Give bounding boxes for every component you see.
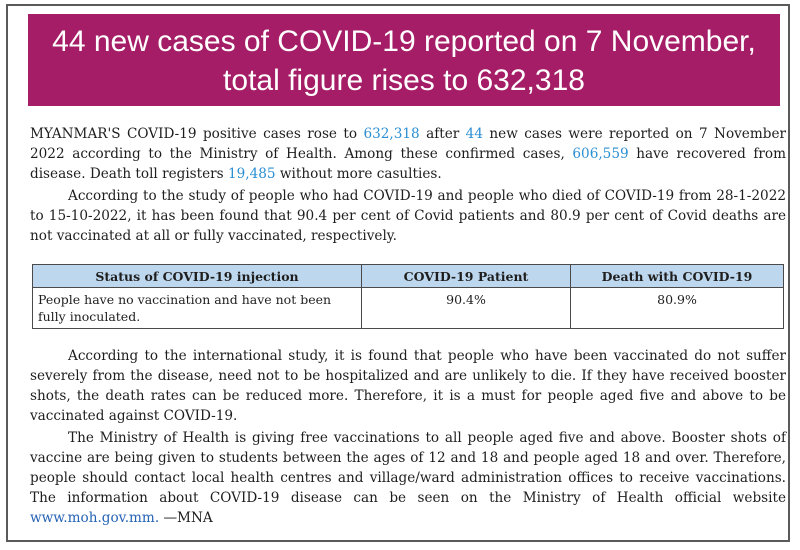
- para1-text-1: MYANMAR'S COVID-19 positive cases rose to: [30, 126, 364, 142]
- recovered-value: 606,559: [572, 146, 629, 162]
- para4-text-2: —MNA: [159, 510, 213, 526]
- para1-text-5: without more casulties.: [275, 166, 442, 182]
- table-header-patient: COVID-19 Patient: [362, 265, 571, 288]
- table-header-row: [33, 265, 784, 288]
- headline-line-1: 44 new cases of COVID-19 reported on 7 November,: [52, 25, 756, 58]
- table-cell-status: People have no vaccination and have not been fully inoculated.: [33, 288, 362, 329]
- table-header-death: Death with COVID-19: [571, 265, 784, 288]
- paragraph-3: According to the international study, it is found that people who have been vaccinated do not suffer severely from the disease, need not to be hospitalized and are unlikely to die. If they have received booster shots, the death rates can be reduced more. Therefore, it is a must for people aged five and above to be vaccinated against COVID-19.: [30, 348, 786, 424]
- paragraph-2: According to the study of people who had COVID-19 and people who died of COVID-19 from 28-1-2022 to 15-10-2022, it has been found that 90.4 per cent of Covid patients and 80.9 per cent of Covid deaths are not vaccinated at all or fully vaccinated, respectively.: [30, 188, 786, 244]
- para1-text-3: new cases were reported on 7 November 2022 according to the Ministry of Health. Among these confirmed cases,: [30, 126, 786, 162]
- deaths-value: 19,485: [227, 166, 276, 182]
- vaccination-table: [32, 264, 784, 329]
- website-link[interactable]: www.moh.gov.mm.: [30, 510, 160, 526]
- table-cell-patient: 90.4%: [362, 288, 571, 329]
- headline-line-2: total figure rises to 632,318: [223, 64, 585, 97]
- headline: [28, 14, 780, 106]
- para1-text-2: after: [419, 126, 466, 142]
- table-row: [33, 288, 784, 329]
- para4-text-1: The Ministry of Health is giving free vaccinations to all people aged five and above. Booster shots of vaccine are being given to students between the ages of 12 and 18 and people aged 18 and over. Therefore, people should contact local health centres and village/ward administration offices to receive vaccinations. The information about COVID-19 disease can be seen on the Ministry of Health official website: [30, 430, 786, 506]
- total-cases-value: 632,318: [363, 126, 420, 142]
- paragraph-1: [30, 124, 786, 184]
- table-cell-death: 80.9%: [571, 288, 784, 329]
- article-frame: [6, 4, 790, 542]
- para1-text-4: have recovered from disease. Death toll registers: [30, 146, 786, 182]
- table-header-status: Status of COVID-19 injection: [33, 265, 362, 288]
- new-cases-value: 44: [465, 126, 483, 142]
- paragraph-4: [30, 428, 786, 528]
